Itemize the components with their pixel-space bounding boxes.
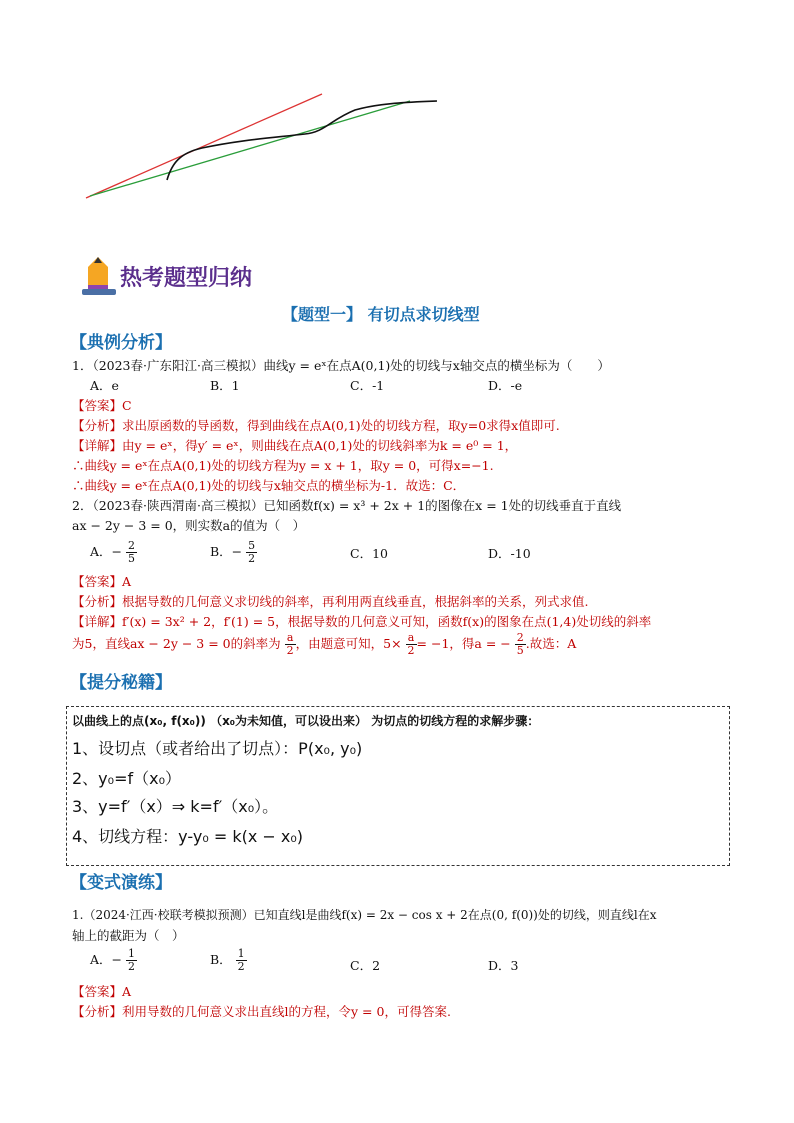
denominator: 5 [128,552,135,565]
q2-opt-b [210,540,257,565]
fraction [406,632,417,657]
q2-detail [72,612,651,630]
numerator: 2 [516,631,524,644]
v1-stem-1: 1.（2024·江西·校联考模拟预测）已知直线l是曲线f(x) = 2x − cos x + 2在点(0, f(0))处的切线，则直线l在x [72,908,657,922]
section-variant: 【变式演练】 [70,873,172,893]
tips-step-2: 2、y₀=f（x₀） [72,769,181,788]
fraction [126,948,137,973]
q1-opt-d: D．-e [488,378,523,393]
detail-part: 为5，直线ax − 2y − 3 = 0的斜率为 [72,636,281,651]
v1-opt-d: D．3 [488,958,519,973]
numerator: 2 [128,539,135,552]
analysis-text: 根据导数的几何意义求切线的斜率，再利用两直线垂直，根据斜率的关系，列式求值. [122,594,589,609]
answer-value: A [122,574,132,589]
analysis-tag: 【分析】 [72,594,123,609]
type-title: 【题型一】 有切点求切线型 [282,305,480,324]
curve [167,101,437,180]
fraction [515,632,526,657]
denominator: 2 [407,644,415,657]
detail-part: ，由题意可知，5× [295,636,402,651]
numerator: a [406,632,417,645]
q2-detail-2 [72,632,576,657]
answer-value: C [122,398,132,413]
q1-opt-b: B．1 [210,378,240,393]
q1-answer [72,396,132,414]
q2-opt-b-label: B．− [210,544,243,559]
q1-opt-a: A．e [90,378,119,393]
q2-opt-a [90,540,137,565]
v1-opt-b [210,948,247,973]
tangent-figure [80,88,450,203]
detail-text: f′(x) = 3x² + 2，f′(1) = 5，根据导数的几何意义可知，函数f(x)的图象在点(1,4)处切线的斜率 [122,614,652,629]
section-tips: 【提分秘籍】 [70,673,172,693]
q2-opt-c: C．10 [350,546,388,561]
numerator: 1 [237,947,245,960]
v1-stem-2: 轴上的截距为（ ） [72,928,185,943]
answer-value: A [122,984,132,999]
tips-intro: 以曲线上的点(x₀, f(x₀)) （x₀为未知值，可以设出来） 为切点的切线方程的求解步骤： [72,714,540,728]
q1-opt-c: C．-1 [350,378,385,393]
q2-opt-d: D．-10 [488,546,531,561]
tips-step-1: 1、设切点（或者给出了切点）：P(x₀, y₀) [72,739,363,758]
tangent-line-red [86,94,322,198]
fraction [285,632,296,657]
numerator: 1 [128,947,135,960]
q1-detail-3: ∴曲线y = eˣ在点A(0,1)处的切线与x轴交点的横坐标为-1．故选：C． [72,478,466,493]
q2-opt-a-label: A．− [90,544,123,559]
analysis-text: 利用导数的几何意义求出直线l的方程，令y = 0，可得答案. [122,1004,451,1019]
answer-tag: 【答案】 [72,574,123,589]
detail-tag: 【详解】 [72,614,123,629]
tips-step-4: 4、切线方程：y-y₀ = k(x − x₀) [72,827,304,846]
q2-answer [72,572,131,590]
v1-answer [72,982,131,1000]
q1-detail [72,436,517,454]
v1-opt-a [90,948,137,973]
numerator: 5 [248,539,256,552]
v1-opt-a-label: A．− [90,952,123,967]
heading-title: 热考题型归纳 [120,266,253,291]
q2-stem-2: ax − 2y − 3 = 0，则实数a的值为（ ） [72,518,306,533]
tips-step-3: 3、y=f′（x）⇒ k=f′（x₀）。 [72,797,279,816]
denominator: 2 [128,960,135,973]
answer-tag: 【答案】 [72,984,123,999]
fraction [126,540,137,565]
fraction [246,540,257,565]
denominator: 2 [237,960,245,973]
detail-part: = −1，得a = − [416,636,511,651]
v1-analysis [72,1002,451,1020]
fraction [236,948,247,973]
analysis-text: 求出原函数的导函数，得到曲线在点A(0,1)处的切线方程，取y=0求得x值即可. [122,418,560,433]
numerator: a [285,632,296,645]
denominator: 5 [516,644,524,657]
q2-stem-1: 2．（2023春·陕西渭南·高三模拟）已知函数f(x) = x³ + 2x + 1的图像在x = 1处的切线垂直于直线 [72,498,622,513]
analysis-tag: 【分析】 [72,1004,123,1019]
tangent-line-green [90,101,410,196]
pencil-icon [80,255,120,297]
q1-stem: 1．（2023春·广东阳江·高三模拟）曲线y = eˣ在点A(0,1)处的切线与x轴交点的横坐标为（ ） [72,358,610,373]
detail-text: 由y = eˣ，得y′ = eˣ，则曲线在点A(0,1)处的切线斜率为k = e⁰ = 1， [122,438,518,453]
q2-analysis [72,592,589,610]
section-heading [80,255,290,295]
detail-tag: 【详解】 [72,438,123,453]
q1-detail-2: ∴曲线y = eˣ在点A(0,1)处的切线方程为y = x + 1，取y = 0，可得x=−1. [72,458,494,473]
q1-analysis [72,416,560,434]
detail-part: .故选：A [525,636,577,651]
denominator: 2 [248,552,256,565]
answer-tag: 【答案】 [72,398,123,413]
section-example: 【典例分析】 [70,333,172,353]
analysis-tag: 【分析】 [72,418,123,433]
v1-opt-c: C．2 [350,958,381,973]
v1-opt-b-label: B． [210,952,232,967]
denominator: 2 [286,644,294,657]
